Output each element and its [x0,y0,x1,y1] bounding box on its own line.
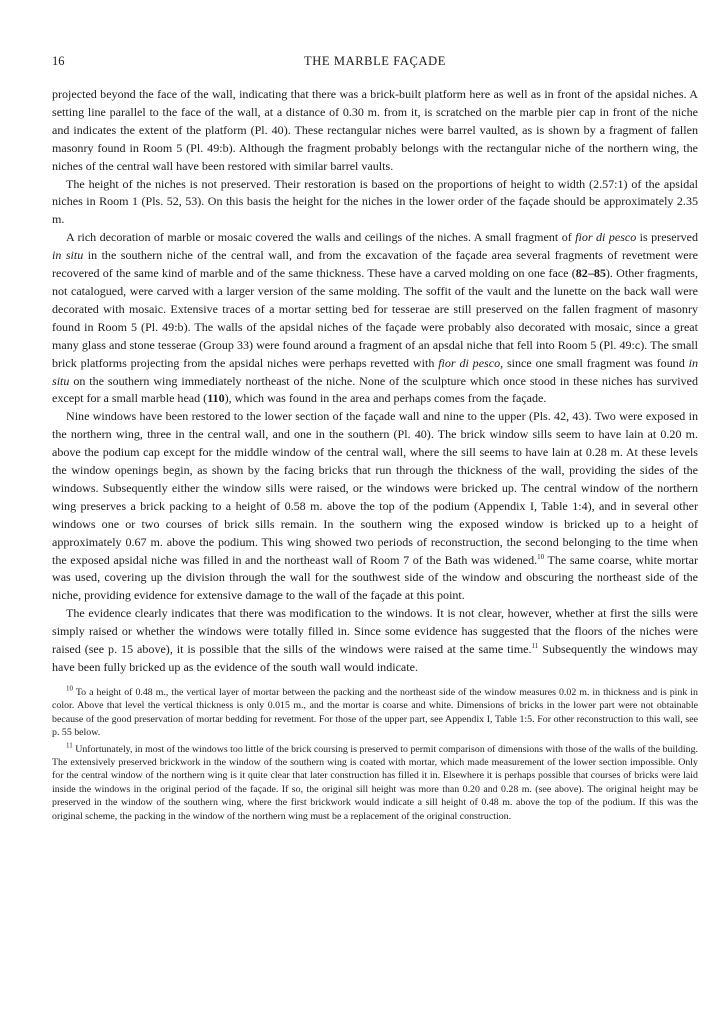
page-number: 16 [52,54,65,68]
paragraph [52,176,698,230]
text-run: A rich decoration of marble or mosaic covered the walls and ceilings of the niches. A small fragment of [66,230,576,245]
text-run: Subsequently the windows may have been fully bricked up as the evidence of the south wall would indicate. [52,642,698,674]
text-run: Nine windows have been restored to the lower section of the façade wall and nine to the upper (Pls. 42, 43). Two were exposed in the northern wing, three in the central wall, and one in the southern (Pl. 40). The brick window sills seem to have lain at 0.20 m. above the podium cap except for the middle window of the central wall, where the sill seems to have lain at 0.28 m. At these levels the window openings begin, as shown by the facing bricks that run through the thickness of the wall, providing the sides of the windows. Subsequently either the window sills were raised, or the windows were bricked up. The central window of the northern wing preserves a brick packing to a height of 0.58 m. above the top of the podium (Appendix I, Table 1:4), and in several other windows one or two courses of brick sills remain. In the southern wing the exposed window is bricked up to a height of approximately 0.67 m. above the podium. This wing showed two periods of reconstruction, the second belonging to the time when the exposed apsidal niche was filled in and the northeast wall of Room 7 of the Bath was widened. [52,409,698,567]
footnote-11 [52,743,698,823]
footnote-marker: 11 [66,741,73,750]
paragraph [52,86,698,176]
text-run: The same coarse, white mortar was used, covering up the division through the wall for the southwest side of the window and obscuring the northeast side of the niche, providing evidence for extensive damage to the wall of the façade at this point. [52,552,698,603]
footnote-marker: 10 [537,552,545,561]
italic-text: fior di pesco [438,355,501,370]
italic-text: fior di pesco [575,230,637,245]
catalogue-number: 110 [207,391,225,406]
italic-text: in situ [52,355,698,388]
text-run: The height of the niches is not preserved. Their restoration is based on the proportions of height to width (2.57:1) of the apsidal niches in Room 1 (Pls. 52, 53). On this basis the height for the niches in the lower order of the façade should be approximately 2.35 m. [52,176,698,227]
footnotes [52,686,698,823]
catalogue-number: 82–85 [575,266,606,281]
paragraph [52,408,698,605]
text-run: The evidence clearly indicates that there was modification to the windows. It is not clear, however, whether at first the sills were simply raised or whether the windows were totally filled in. Since some evidence has suggested that the floors of the niches were raised (see p. 15 above), it is possible that the sills of the windows were raised at the same time. [52,606,698,657]
footnote-marker: 10 [66,684,73,693]
footnote-10 [52,686,698,740]
text-run: is preserved [636,230,698,245]
paragraph [52,229,698,408]
footnote-marker: 11 [531,642,539,651]
italic-text: in situ [52,248,84,263]
text-run: Unfortunately, in most of the windows too little of the brick coursing is preserved to permit comparison of dimensions with those of the walls of the building. The extensively preserved brickwork in the window of the southern wing is coated with mortar, which made measurement of the lower section impossible. Only for the central window of the northern wing is it quite clear that later construction has filled it in. Elsewhere it is perhaps possible that courses of bricks were laid inside the windows in the original period of the façade. If so, the original sill height was more than 0.20 and 0.28 m. (see above). The original height may be preserved in the window of the southern wing, where the first brickwork would indicate a sill height of 0.48 m. above the top of the podium. If this was the original scheme, the packing in the window of the northern wing must be a replacement of the original construction. [52,743,698,822]
text-run: projected beyond the face of the wall, indicating that there was a brick-built platform here as well as in front of the apsidal niches. A setting line parallel to the face of the wall, at a distance of 0.30 m. from it, is scratched on the marble pier cap in front of the niche and indicates the extent of the platform (Pl. 40). These rectangular niches were barrel vaulted, as is shown by a fragment of fallen masonry found in Room 5 (Pl. 49:b). Although the fragment probably belongs with the rectangular niche of the northern wing, the niches of the central wall have been restored with similar barrel vaults. [52,87,698,173]
page-header [52,54,698,74]
text-run: ). Other fragments, not catalogued, were carved with a larger version of the same molding. The soffit of the vault and the lunette on the back wall were decorated with mosaic. Extensive traces of a mortar setting bed for tesserae are still preserved on the fallen fragment of masonry found in Room 5 (Pl. 49:b). The walls of the apsidal niches of the façade were probably also decorated with mosaic, since a great many glass and stone tesserae (Group 33) were found around a fragment of an apsdal niche that fell into Room 5 (Pl. 49:c). The small brick platforms projecting from the apsidal niches were perhaps revetted with [52,266,698,370]
running-title: THE MARBLE FAÇADE [304,54,446,68]
body-text [52,86,698,677]
text-run: ), which was found in the area and perhaps comes from the façade. [224,391,547,406]
text-run: in the southern niche of the central wall, and from the excavation of the façade area several fragments of revetment were recovered of the same kind of marble and of the same thickness. These have a carved molding on one face ( [52,248,698,281]
paragraph [52,605,698,677]
page [52,54,698,826]
text-run: To a height of 0.48 m., the vertical layer of mortar between the packing and the northeast side of the window measures 0.02 m. in thickness and is pink in color. Above that level the vertical thickness is only 0.015 m., and the mortar is coarse and white. Dimensions of bricks in the lower part were not obtainable because of the good preservation of mortar bedding for revetment. For those of the upper part, see Appendix I, Table 1:5. For other reconstruction to this wall, see p. 55 below. [52,686,698,739]
text-run: , since one small fragment was found [500,355,689,370]
text-run: on the southern wing immediately northeast of the niche. None of the sculpture which once stood in these niches has survived except for a small marble head ( [52,373,698,406]
